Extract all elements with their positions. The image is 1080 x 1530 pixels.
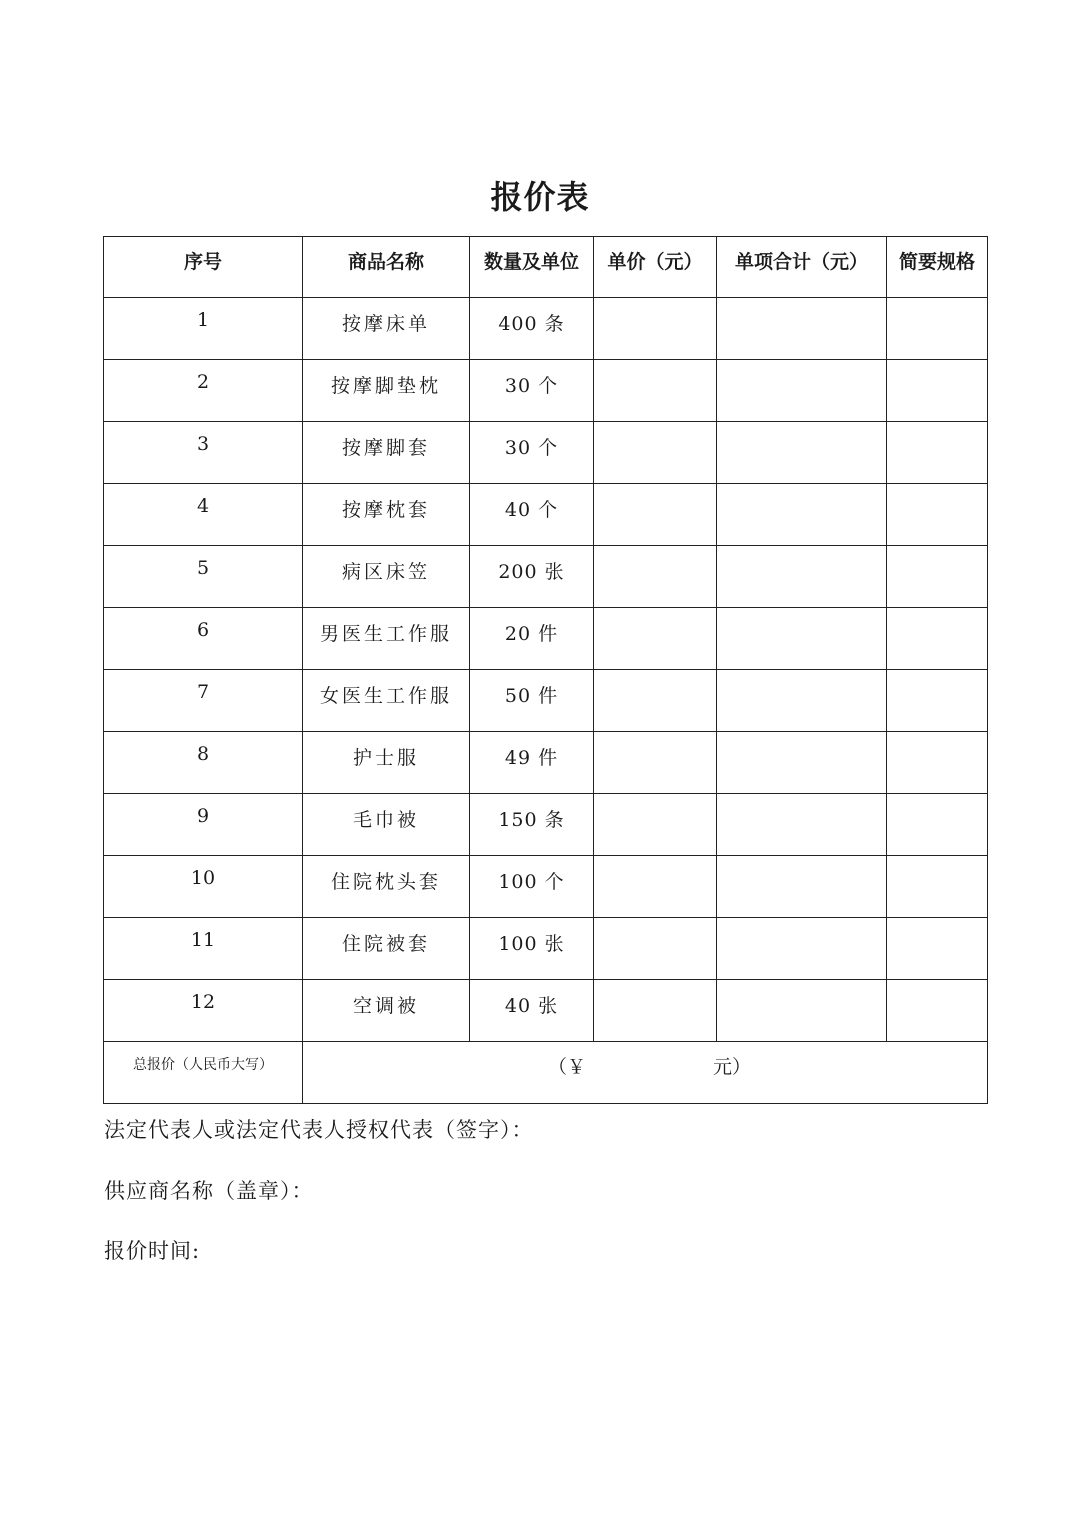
cell-name: 按摩脚垫枕: [303, 360, 470, 422]
table-row: [104, 298, 988, 360]
quote-date-line: 报价时间:: [104, 1239, 201, 1263]
cell-unit-price[interactable]: [594, 546, 717, 608]
cell-name: 空调被: [303, 980, 470, 1042]
cell-unit-price[interactable]: [594, 732, 717, 794]
cell-no: 8: [104, 732, 303, 794]
cell-name: 按摩枕套: [303, 484, 470, 546]
cell-no: 9: [104, 794, 303, 856]
cell-spec[interactable]: [887, 546, 988, 608]
cell-spec[interactable]: [887, 484, 988, 546]
page-title: 报价表: [490, 178, 590, 216]
cell-unit-price[interactable]: [594, 422, 717, 484]
cell-qty: 20 件: [470, 608, 594, 670]
cell-spec[interactable]: [887, 856, 988, 918]
cell-subtotal[interactable]: [717, 360, 887, 422]
cell-unit-price[interactable]: [594, 670, 717, 732]
cell-spec[interactable]: [887, 298, 988, 360]
cell-qty: 100 张: [470, 918, 594, 980]
cell-subtotal[interactable]: [717, 980, 887, 1042]
supplier-line: 供应商名称（盖章）：: [104, 1179, 314, 1203]
cell-subtotal[interactable]: [717, 670, 887, 732]
table-row: [104, 918, 988, 980]
header-no: 序号: [104, 237, 303, 298]
table-row: [104, 980, 988, 1042]
cell-qty: 40 个: [470, 484, 594, 546]
cell-no: 11: [104, 918, 303, 980]
cell-spec[interactable]: [887, 670, 988, 732]
total-currency-close: 元）: [713, 1056, 752, 1078]
cell-subtotal[interactable]: [717, 794, 887, 856]
cell-no: 10: [104, 856, 303, 918]
cell-no: 5: [104, 546, 303, 608]
total-value-field[interactable]: [303, 1042, 988, 1104]
cell-unit-price[interactable]: [594, 794, 717, 856]
cell-qty: 100 个: [470, 856, 594, 918]
cell-no: 2: [104, 360, 303, 422]
cell-qty: 150 条: [470, 794, 594, 856]
cell-no: 7: [104, 670, 303, 732]
cell-name: 住院被套: [303, 918, 470, 980]
cell-spec[interactable]: [887, 360, 988, 422]
quotation-table: [103, 236, 988, 1104]
cell-name: 病区床笠: [303, 546, 470, 608]
total-row: [104, 1042, 988, 1104]
cell-name: 按摩床单: [303, 298, 470, 360]
cell-unit-price[interactable]: [594, 918, 717, 980]
cell-spec[interactable]: [887, 794, 988, 856]
total-label: 总报价（人民币大写）: [104, 1042, 303, 1104]
cell-subtotal[interactable]: [717, 918, 887, 980]
cell-name: 按摩脚套: [303, 422, 470, 484]
cell-unit-price[interactable]: [594, 360, 717, 422]
table-row: [104, 360, 988, 422]
cell-qty: 30 个: [470, 360, 594, 422]
cell-qty: 200 张: [470, 546, 594, 608]
cell-spec[interactable]: [887, 422, 988, 484]
table-row: [104, 732, 988, 794]
cell-subtotal[interactable]: [717, 546, 887, 608]
header-subtotal: 单项合计（元）: [717, 237, 887, 298]
table-row: [104, 484, 988, 546]
cell-spec[interactable]: [887, 608, 988, 670]
cell-no: 1: [104, 298, 303, 360]
cell-qty: 40 张: [470, 980, 594, 1042]
table-row: [104, 422, 988, 484]
cell-subtotal[interactable]: [717, 298, 887, 360]
cell-name: 女医生工作服: [303, 670, 470, 732]
header-qty: 数量及单位: [470, 237, 594, 298]
cell-unit-price[interactable]: [594, 298, 717, 360]
cell-no: 6: [104, 608, 303, 670]
signature-line: 法定代表人或法定代表人授权代表（签字）：: [104, 1118, 534, 1142]
total-currency-open: （￥: [548, 1056, 587, 1078]
cell-name: 护士服: [303, 732, 470, 794]
table-row: [104, 856, 988, 918]
header-unit-price: 单价（元）: [594, 237, 717, 298]
cell-qty: 400 条: [470, 298, 594, 360]
header-name: 商品名称: [303, 237, 470, 298]
cell-qty: 30 个: [470, 422, 594, 484]
cell-subtotal[interactable]: [717, 484, 887, 546]
cell-qty: 50 件: [470, 670, 594, 732]
cell-name: 住院枕头套: [303, 856, 470, 918]
cell-no: 3: [104, 422, 303, 484]
cell-unit-price[interactable]: [594, 980, 717, 1042]
header-spec: 简要规格: [887, 237, 988, 298]
cell-spec[interactable]: [887, 980, 988, 1042]
cell-subtotal[interactable]: [717, 732, 887, 794]
table-row: [104, 670, 988, 732]
cell-subtotal[interactable]: [717, 608, 887, 670]
cell-unit-price[interactable]: [594, 484, 717, 546]
cell-name: 毛巾被: [303, 794, 470, 856]
cell-unit-price[interactable]: [594, 856, 717, 918]
cell-spec[interactable]: [887, 918, 988, 980]
cell-spec[interactable]: [887, 732, 988, 794]
cell-subtotal[interactable]: [717, 422, 887, 484]
table-row: [104, 546, 988, 608]
cell-no: 4: [104, 484, 303, 546]
cell-subtotal[interactable]: [717, 856, 887, 918]
table-row: [104, 794, 988, 856]
cell-unit-price[interactable]: [594, 608, 717, 670]
cell-name: 男医生工作服: [303, 608, 470, 670]
table-row: [104, 608, 988, 670]
table-header-row: [104, 237, 988, 298]
cell-qty: 49 件: [470, 732, 594, 794]
cell-no: 12: [104, 980, 303, 1042]
